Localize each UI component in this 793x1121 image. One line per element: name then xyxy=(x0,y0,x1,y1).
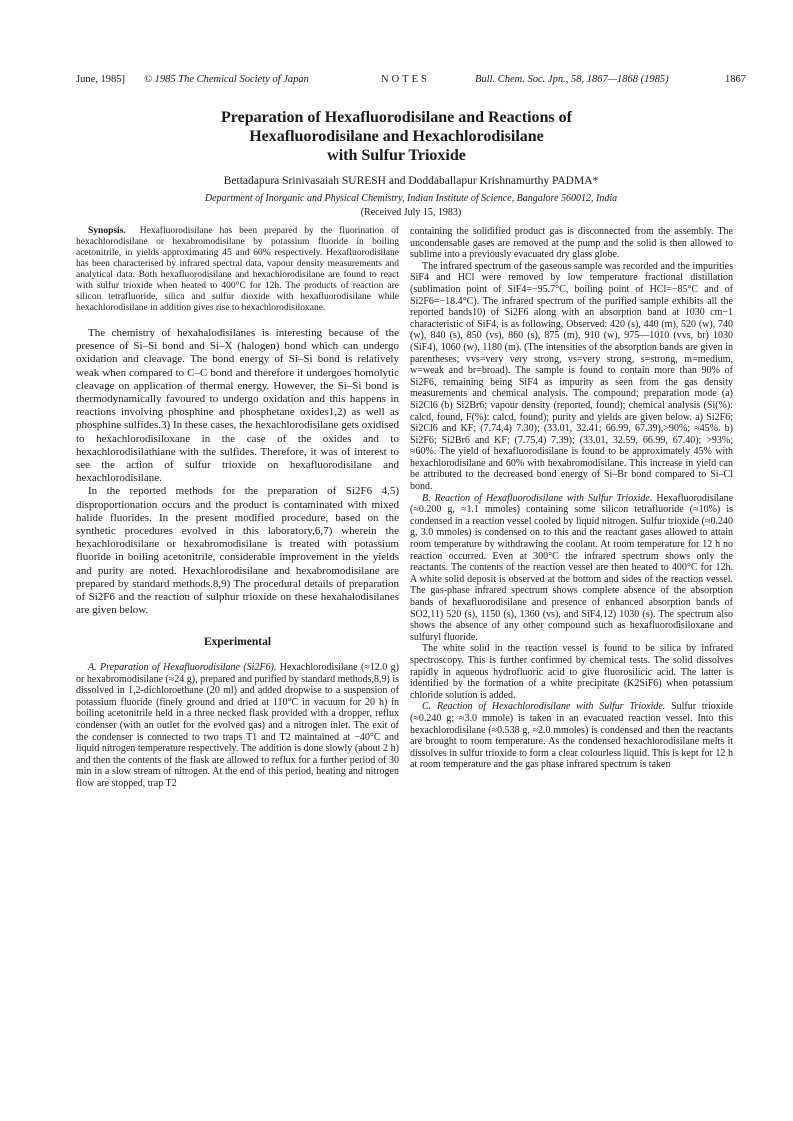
issue-date: June, 1985] xyxy=(76,74,125,85)
received-date: (Received July 15, 1983) xyxy=(360,207,462,218)
author-list: Bettadapura Srinivasaiah SURESH and Doddaballapur Krishnamurthy PADMA* xyxy=(223,175,599,187)
right-column xyxy=(410,226,733,771)
section-a-text: Hexachlorodisilane (≈12.0 g) or hexabromodisilane (≈24 g), prepared and purified by standard methods,8,9) is dissolved in 1,2-dichloroethane (20 ml) and added dropwise to a suspension of potassium fluoride (finely ground and dried at 110°C in vacuum for 20 h) in boiling acetonitrile held in a three necked flask provided with a dropper, reflux condenser (with an outlet for the evolved gas) and a nitrogen inlet. The exit of the condenser is connected to two traps T1 and T2 maintained at −40°C and liquid nitrogen temperature respectively. The addition is done slowly (about 2 h) and then the contents of the flask are allowed to reflux for a further period of 30 min in a slow stream of nitrogen. At the end of this period, heating and nitrogen flow are stopped, trap T2 xyxy=(76,662,399,789)
section-b xyxy=(410,493,733,644)
title-line: Preparation of Hexafluorodisilane and Reactions of xyxy=(221,109,572,126)
synopsis-text: Hexafluorodisilane has been prepared by the fluorination of hexachlorodisilane or hexabromodisilane by potassium fluoride in boiling acetonitrile, in yields approximating 45 and 60% respectively. Hexafluorodisilane has been characterised by infrared spectral data, vapour density measurements and analytical data. Both hexafluorodisilane and hexachlorodisilane are found to react with sulfur trioxide when heated to 400°C for 12h. The products of reaction are silicon tetrafluoride, silica and sulfur dioxide with hexafluorodisilane while hexachlorodisilane in addition gives rise to hexachlorodisiloxane. xyxy=(76,226,399,313)
intro-paragraph: The chemistry of hexahalodisilanes is interesting because of the presence of Si–Si bond and Si–X (halogen) bond which can undergo oxidation and cleavage. The bond energy of Si–Si bond is relatively weak when compared to C–C bond and therefore it undergoes homolytic cleavage on application of thermal energy. However, the Si–Si bond is thermodynamically favoured to undergo oxidation and this happens in reactions involving phosphine and phosphetane oxides1,2) as well as phosphine sulfides.3) In these cases, the hexachlorodisilane gets oxidised to hexachlorodisiloxane in the case of the oxides and to hexachlorodisilathiane with the sulfides. Therefore, it was of interest to see the action of sulfur trioxide on hexafluorodisilane and hexachlorodisilane. xyxy=(76,327,399,485)
left-column xyxy=(76,226,399,790)
section-c-title: C. Reaction of Hexachlorodisilane with Sulfur Trioxide. xyxy=(422,701,666,713)
copyright-notice: © 1985 The Chemical Society of Japan xyxy=(144,74,309,85)
section-c-text: Sulfur trioxide (≈0.240 g; ≈3.0 mmole) is taken in an evacuated reaction vessel. Into this hexachlorodisilane (≈0.538 g, ≈2.0 mmoles) is condensed and then the reactants are brought to room temperature. As the condensed hexachlorodisilane melts it dissolves in sulfur trioxide to form a clear colourless liquid. This is kept for 12 h at room temperature and the gas phase infrared spectrum is taken xyxy=(410,701,733,771)
section-a xyxy=(76,662,399,790)
white-solid-paragraph: The white solid in the reaction vessel is found to be silica by infrared spectroscopy. This is further confirmed by chemical tests. The solid dissolves rapidly in aqueous hydrofluoric acid to give fluorosilicic acid. The latter is identified by the formation of a white precipitate (K2SiF6) when potassium chloride solution is added. xyxy=(410,643,733,701)
section-b-title: B. Reaction of Hexafluorodisilane with Sulfur Trioxide. xyxy=(422,492,653,504)
affiliation: Department of Inorganic and Physical Chemistry, Indian Institute of Science, Bangalore 560012, India xyxy=(204,193,618,204)
synopsis-label: Synopsis. xyxy=(88,226,126,236)
title-line: Hexafluorodisilane and Hexachlorodisilane xyxy=(249,128,544,145)
section-b-text: Hexafluorodisilane (≈0.200 g, ≈1.1 mmoles) containing some silicon tetrafluoride (≈10%) is condensed in a reaction vessel cooled by liquid nitrogen. Sulfur trioxide (≈0.240 g, 3.0 mmoles) is condensed on to this and the reactant gases allowed to attain room temperature by withdrawing the coolant. At room temperature for 12 h no reaction occurred. Even at 300°C the infrared spectrum shows only the reactants. The contents of the reaction vessel are then heated to 400°C for 12h. A white solid deposit is observed at the bottom and sides of the reaction vessel. The gas-phase infrared spectrum shows complete absence of the absorption bands of hexafluorodisilane and presence of enhanced absorption bands of SO2,11) 520 (s), 1150 (s), 1360 (vs), and SiF4,12) 1030 (s). The spectrum also shows the absence of any other compound such as hexafluorodisiloxane and sulfuryl fluoride. xyxy=(410,492,734,643)
journal-citation: Bull. Chem. Soc. Jpn., 58, 1867—1868 (1985) xyxy=(475,74,669,85)
section-c xyxy=(410,701,733,771)
page-number: 1867 xyxy=(725,74,746,85)
section-a-title: A. Preparation of Hexafluorodisilane (Si2F6). xyxy=(88,662,277,674)
synopsis xyxy=(76,226,399,314)
ir-paragraph: The infrared spectrum of the gaseous sample was recorded and the impurities SiF4 and HCl were removed by low temperature fractional distillation (sublimation point of SiF4=−95.7°C, boiling point of HCl=−85°C and of Si2F6=−18.4°C). The infrared spectrum of the purified sample exhibits all the reported bands10) of Si2F6 along with an absorption band at 1030 cm−1 characteristic of SiF4, is as following, Observed: 420 (s), 440 (m), 520 (w), 740 (w), 840 (s), 850 (vs), 860 (s), 875 (m), 910 (w), 975—1010 (vvs, br) 1030 (SiF4), 1060 (w), 1180 (m). (The intensities of the absorption bands are given in parentheses; vvs=very very strong, vs=very strong, s=strong, m=medium, w=weak and br=broad). The sample is found to contain more than 90% of Si2F6, remaining being SiF4 as impurity as seen from the gas density measurements and chemical analysis. The compound; preparation mode (a) Si2Cl6 (b) Si2Br6; vapour density (reported, found); chemical analysis (Si(%): calcd, found, F(%): calcd, found); purity and yields are given below. a) Si2F6; Si2Cl6 and KF; (7.74,4) 7.30); (33.01, 32.41; 66.99, 67.39),>90%; ≈45%. b) Si2F6; Si2Br6 and KF; (7.75,4) 7.39); (33.01, 32.59, 66.99, 67.40); >93%; ≈60%. The yield of hexafluorodisilane is found to be approximately 45% with hexachlorodisilane and 60% with hexabromodisilane. This increase in yield can be attributed to the decreased bond energy of Si–Br bond compared to Si–Cl bond. xyxy=(410,260,733,493)
intro-paragraph: In the reported methods for the preparation of Si2F6 4,5) disproportionation occurs and the product is contaminated with mixed halide fluorides. In the present modified procedure, based on the synthetic procedures evolved in this laboratory,6,7) wherein the hexachlorodisilane or hexabromodisilane is treated with potassium fluoride in boiling acetonitrile, considerable improvement in the yields and purity are noted. Hexachlorodisilane and hexabromodisilane are prepared by standard methods.8,9) The procedural details of preparation of Si2F6 and the reaction of sulphur trioxide on these hexahalodisilanes are given below. xyxy=(76,485,399,617)
section-heading: Experimental xyxy=(203,636,272,649)
article-title xyxy=(120,108,673,165)
continuation-paragraph: containing the solidified product gas is disconnected from the assembly. The uncondensable gases are removed at the pump and the solid is then allowed to sublime into a previously evacuated dry glass globe. xyxy=(410,226,733,261)
title-line: with Sulfur Trioxide xyxy=(327,147,466,164)
section-label: NOTES xyxy=(381,74,430,85)
running-head xyxy=(76,72,746,88)
